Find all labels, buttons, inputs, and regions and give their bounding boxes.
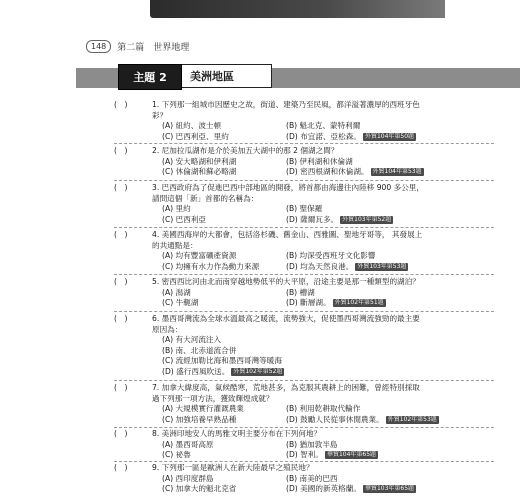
source-badge: 外貿102年第51題 [334,299,384,306]
answer-paren[interactable]: ( ) [114,183,128,192]
option-a: (A) 安大略湖和伊利湖 [162,156,237,166]
option-b: (B) 猶加敦半島 [286,439,338,449]
options [162,288,494,309]
question-stem: 9. 下列那一區是歐洲人在新大陸最早之殖民地？ [152,463,314,472]
page-header [86,38,189,54]
answer-paren[interactable]: ( ) [114,429,128,438]
topic-label: 主題 2 [118,64,182,90]
question-3 [114,183,494,225]
options [162,440,494,461]
option-b: (B) 南、北赤道流合併 [162,345,237,355]
options [162,204,494,225]
question-stem: 2. 尼加拉瓜湖布是介於美加五大湖中的那 2 個湖之間？ [152,146,339,155]
option-c: (C) 流經加勒比海和墨西哥灣等暖海 [162,356,282,365]
option-a: (A) 紐約、波士頓 [162,121,222,130]
divider [114,311,494,312]
source-badge: 華貿103年第65題 [364,485,415,492]
option-b: (B) 魁北克、蒙特利爾 [286,121,361,130]
option-d: (D) 盛行西風吹送。 外貿102年第52題 [162,366,283,376]
options [162,335,494,377]
option-b: (B) 南美的巴西 [286,473,338,483]
option-d: (D) 斷層湖。 外貿102年第51題 [286,298,384,307]
divider [114,427,494,428]
question-4 [114,230,494,272]
page-number: 148 [86,40,111,53]
source-badge: 外貿103年第53題 [357,262,407,270]
option-c: (C) 巴西利亞 [162,214,207,224]
options [162,251,494,272]
option-a: (A) 西印度群島 [162,473,214,483]
source-badge: 外貿102年第53題 [387,415,437,423]
banner-strip [150,0,445,18]
question-8 [114,429,494,461]
question-stem: 4. 美國西海岸的大都會，包括洛杉磯、舊金山、西雅圖、聖地牙哥等， 其發展上 的共通點是： [152,230,423,250]
top-banner [0,0,520,28]
source-badge: 外貿104年第50題 [364,132,415,140]
options [162,157,494,178]
divider [114,143,494,144]
option-a: (A) 有大河流注入 [162,335,222,344]
option-b: (B) 伊利湖和休倫湖 [286,156,353,166]
answer-paren[interactable]: ( ) [114,100,128,109]
option-a: (A) 墨西哥高原 [162,439,214,449]
divider [114,227,494,228]
option-d: (D) 密西根湖和休倫湖。 外貿104年第53題 [286,167,422,176]
option-b: (B) 均深受西班牙文化影響 [286,251,376,260]
divider [114,380,494,381]
option-c: (C) 加強培養早熟品種 [162,414,237,424]
question-stem: 7. 加拿大緯度高，氣候酷寒，荒地甚多，為克服其農耕上的困難，曾經特別採取 過下列那一項方法，獲致輝煌成就？ [152,383,420,403]
option-d: (D) 均為天然良港。 外貿103年第53題 [286,261,407,271]
topic-title: 美洲地區 [182,64,272,88]
section-title: 第二篇 世界地理 [117,42,190,53]
question-5 [114,277,494,309]
answer-paren[interactable]: ( ) [114,463,128,472]
question-9 [114,463,494,495]
question-2 [114,146,494,178]
option-c: (C) 休倫湖和蘇必略湖 [162,167,237,176]
option-d: (D) 布宜諾、亞松森。 外貿104年第50題 [286,131,415,141]
question-6 [114,314,494,377]
option-a: (A) 里約 [162,204,191,213]
option-d: (D) 鼓勵人民從事休閒農業。 外貿102年第53題 [286,414,437,424]
option-c: (C) 加拿大的魁北克省 [162,484,237,493]
source-badge: 外貿103年第52題 [342,215,392,223]
option-c: (C) 牛軛湖 [162,298,199,307]
divider [114,274,494,275]
question-stem: 5. 密西西比河由北而南穿越地勢低平的大平原，沿途主要是那一種類型的湖泊？ [152,277,420,286]
question-7 [114,383,494,425]
option-d: (D) 美國的新英格蘭。 華貿103年第65題 [286,484,415,493]
question-stem: 8. 美洲印地安人的馬雅文明主要分布在下列何地？ [152,429,322,438]
divider [114,180,494,181]
options [162,121,494,142]
option-d: (D) 薩爾瓦多。 外貿103年第52題 [286,214,392,224]
answer-paren[interactable]: ( ) [114,230,128,239]
source-badge: 外貿102年第52題 [233,367,283,375]
question-stem: 1. 下列那一組城市因歷史之故，街道、建築乃至民風，都洋溢著濃厚的西班牙色 彩？ [152,100,420,120]
option-a: (A) 均有豐富礦產資源 [162,251,237,260]
option-c: (C) 祕魯 [162,450,191,459]
answer-paren[interactable]: ( ) [114,383,128,392]
question-stem: 6. 墨西哥灣流為全球水溫最高之暖流，流勢強大，促使墨西哥灣流強勁的最主要 原因為： [152,314,420,334]
option-a: (A) 大規模實行灌溉農業 [162,404,244,413]
option-d: (D) 智利。 華貿104年第65題 [286,450,377,459]
question-stem: 3. 巴西政府為了促進巴西中部地區的開發，將首都由海邊往內陸移 900 多公里， 請問這個「新」首都的名稱為： [152,183,424,203]
options [162,404,494,425]
option-b: (B) 利用乾耕取代輪作 [286,404,361,413]
answer-paren[interactable]: ( ) [114,146,128,155]
source-badge: 華貿104年第65題 [326,451,377,458]
option-c: (C) 巴西利亞、里約 [162,131,229,141]
option-c: (C) 均擁有水力作為動力來源 [162,261,260,271]
question-1 [114,100,494,142]
divider [114,461,494,462]
source-badge: 外貿104年第53題 [372,168,422,175]
answer-paren[interactable]: ( ) [114,277,128,286]
option-b: (B) 槽湖 [286,287,315,297]
option-a: (A) 潟湖 [162,287,191,297]
answer-paren[interactable]: ( ) [114,314,128,323]
options [162,474,494,495]
option-b: (B) 聖保羅 [286,204,323,213]
